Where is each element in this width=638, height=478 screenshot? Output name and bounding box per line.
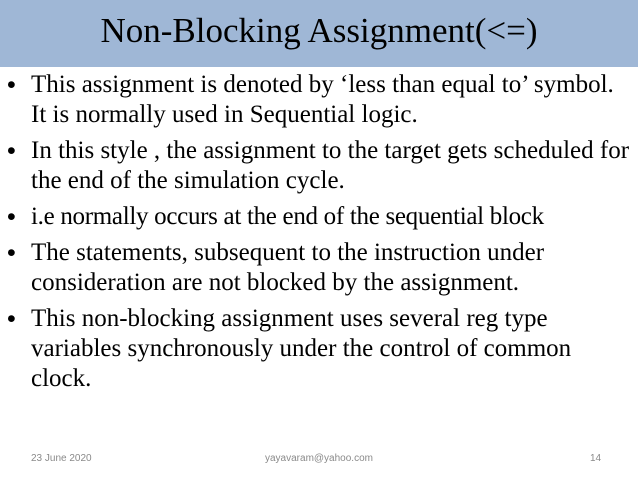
bullet-item-2 xyxy=(0,136,638,196)
bullet-marker-icon: • xyxy=(7,71,16,99)
bullet-item-3 xyxy=(0,202,638,232)
slide-title: Non-Blocking Assignment(<=) xyxy=(100,11,538,50)
bullet-item-1 xyxy=(0,70,638,130)
bullet-item-4 xyxy=(0,238,638,298)
bullet-list xyxy=(0,70,638,400)
bullet-text-3: i.e normally occurs at the end of the sequential block xyxy=(31,203,544,230)
footer-date: 23 June 2020 xyxy=(31,453,92,464)
bullet-text-2: In this style , the assignment to the target gets scheduled for the end of the simulation cycle. xyxy=(31,137,630,194)
bullet-marker-icon: • xyxy=(7,305,16,333)
bullet-text-1: This assignment is denoted by ‘less than equal to’ symbol. It is normally used in Sequential logic. xyxy=(31,71,614,128)
bullet-text-4: The statements, subsequent to the instruction under consideration are not blocked by the assignment. xyxy=(31,239,545,296)
bullet-marker-icon: • xyxy=(7,137,16,165)
title-bar xyxy=(0,0,638,67)
footer-page-number: 14 xyxy=(590,453,602,464)
bullet-text-5: This non-blocking assignment uses several reg type variables synchronously under the control of common clock. xyxy=(31,305,572,392)
footer-email: yayavaram@yahoo.com xyxy=(265,453,373,464)
bullet-marker-icon: • xyxy=(7,239,16,267)
bullet-item-5 xyxy=(0,304,638,394)
bullet-marker-icon: • xyxy=(7,203,16,231)
